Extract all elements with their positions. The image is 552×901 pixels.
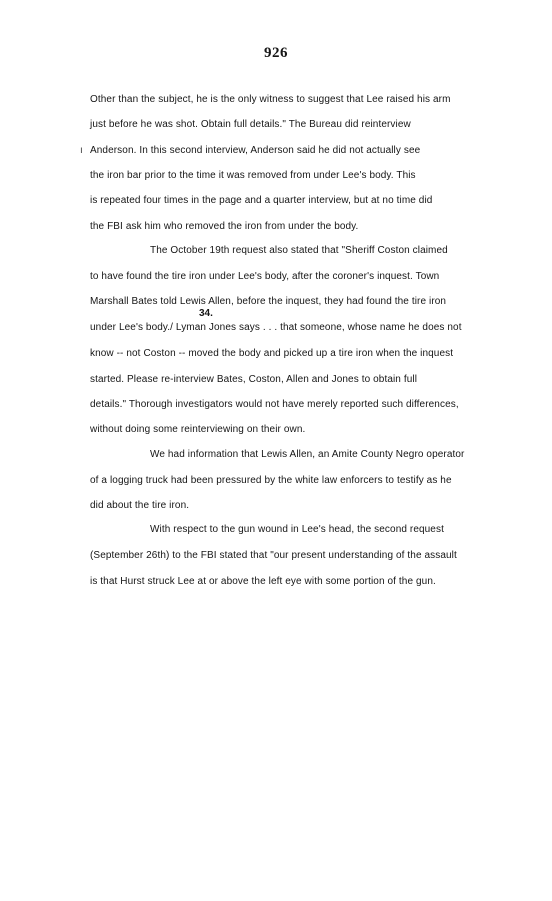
text-line: is that Hurst struck Lee at or above the left eye with some portion of the gun.: [90, 576, 436, 587]
text-line: did about the tire iron.: [90, 500, 190, 511]
text-line: to have found the tire iron under Lee's body, after the coroner's inquest. Town: [90, 271, 440, 282]
text-line: Other than the subject, he is the only witness to suggest that Lee raised his arm: [90, 94, 451, 105]
text-line: the FBI ask him who removed the iron from under the body.: [90, 221, 359, 232]
text-line: The October 19th request also stated that "Sheriff Coston claimed: [150, 245, 448, 256]
page-number: 926: [264, 45, 288, 61]
scan-speck: ı: [80, 145, 83, 156]
text-line: We had information that Lewis Allen, an Amite County Negro operator: [150, 449, 465, 460]
text-line: Anderson. In this second interview, Anderson said he did not actually see: [90, 145, 421, 156]
text-line: Marshall Bates told Lewis Allen, before the inquest, they had found the tire iron: [90, 296, 447, 307]
text-line: just before he was shot. Obtain full details." The Bureau did reinterview: [90, 119, 411, 130]
text-line: details." Thorough investigators would not have merely reported such differences,: [90, 399, 459, 410]
text-line: of a logging truck had been pressured by the white law enforcers to testify as he: [90, 475, 452, 486]
text-line: (September 26th) to the FBI stated that "our present understanding of the assault: [90, 550, 457, 561]
footnote-marker: 34.: [199, 308, 213, 319]
text-line: the iron bar prior to the time it was removed from under Lee's body. This: [90, 170, 416, 181]
text-line: is repeated four times in the page and a quarter interview, but at no time did: [90, 195, 433, 206]
text-line: under Lee's body./ Lyman Jones says . . . that someone, whose name he does not: [90, 322, 462, 333]
text-line: started. Please re-interview Bates, Coston, Allen and Jones to obtain full: [90, 374, 418, 385]
text-line: without doing some reinterviewing on their own.: [90, 424, 306, 435]
text-line: With respect to the gun wound in Lee's head, the second request: [150, 524, 444, 535]
text-line: know -- not Coston -- moved the body and picked up a tire iron when the inquest: [90, 348, 454, 359]
